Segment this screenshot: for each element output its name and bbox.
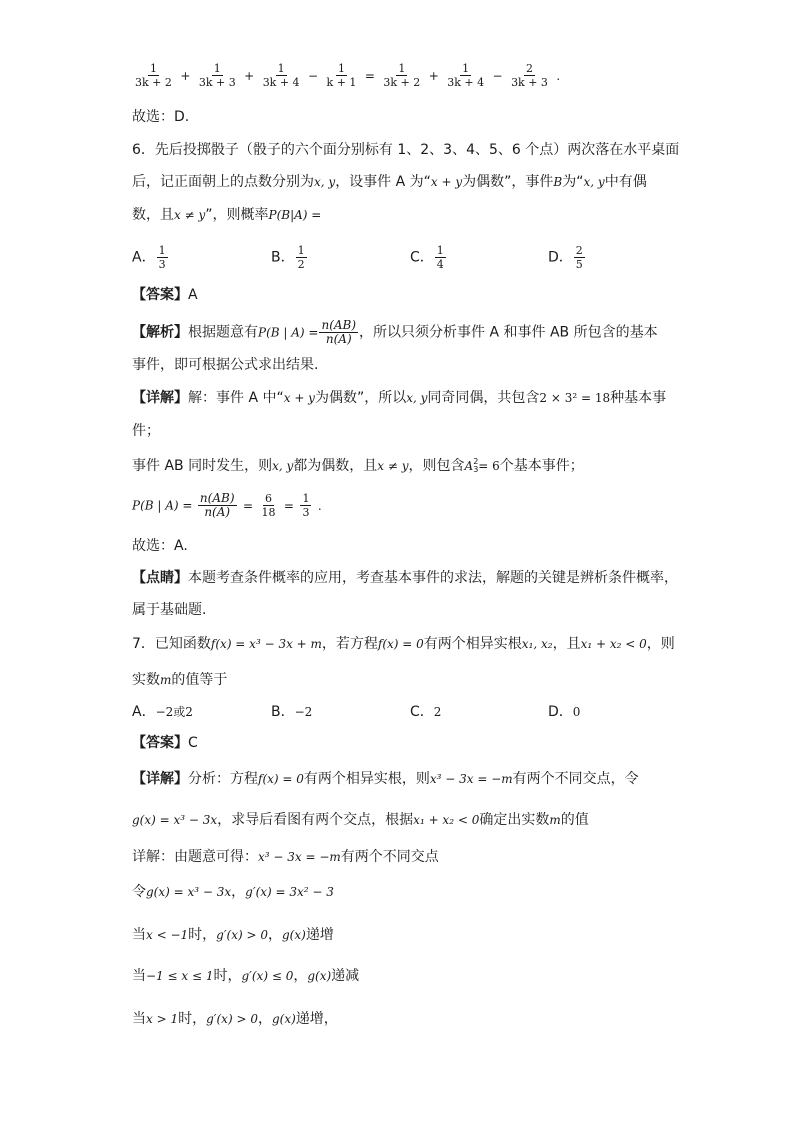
q6-detail2: 事件 AB 同时发生，则x, y都为偶数，且x ≠ y，则包含A 2 3 = 6个基本事件；	[132, 457, 584, 474]
q6-result: P(B | A) = $\frac{n(AB)}{n(A)}$ = $\frac{6}{18}$ = $\frac{1}{3}$ .	[132, 491, 322, 519]
fraction: $\frac{1}{3k + 4}$	[262, 62, 300, 89]
q7-option-c: C．2	[410, 704, 442, 720]
q6-stem-line2: 后，记正面朝上的点数分别为x, y，设事件 A 为“x + y为偶数”，事件B为“x, y中有偶	[132, 174, 647, 190]
q6-option-a: A． $\frac{1}{3}$	[132, 244, 166, 271]
q7-case1: 当x < −1时，g′(x) > 0，g(x)递增	[132, 927, 334, 943]
q6-choice: 故选：A.	[132, 538, 188, 554]
q7-stem-line2: 实数m的值等于	[132, 672, 228, 688]
q7-detail-line2: g(x) = x³ − 3x，求导后看图有两个交点，根据x₁ + x₂ < 0确定出实数m的值	[132, 812, 589, 828]
fraction: $\frac{1}{3k + 2}$	[135, 62, 172, 89]
q7-option-b: B．−2	[271, 704, 313, 720]
fraction: $\frac{1}{3k + 4}$	[447, 62, 485, 89]
q7-case2: 当−1 ≤ x ≤ 1时，g′(x) ≤ 0，g(x)递减	[132, 968, 360, 984]
fraction: $\frac{2}{3k + 3}$	[511, 62, 548, 89]
q7-detail: 【详解】分析：方程f(x) = 0有两个相异实根，则x³ − 3x = −m有两个不同交点，令	[132, 771, 639, 787]
q6-option-b: B． $\frac{1}{2}$	[271, 244, 305, 271]
q6-comment-line2: 属于基础题.	[132, 602, 207, 618]
q6-answer: 【答案】A	[132, 287, 198, 303]
q5-choice: 故选：D.	[132, 109, 190, 125]
top-equation: $\frac{1}{3k + 2}$ + $\frac{1}{3k + 3}$ + $\frac{1}{3k + 4}$ − $\frac{1}{k + 1}$ = $\frac{1}{3k + 2}$ + $\frac{1}{3k + 4}$ − $\frac{2}{3k + 3}$ .	[135, 62, 561, 89]
q6-detail-line2: 件；	[132, 423, 160, 439]
q6-stem-line3: 数，且x ≠ y”，则概率P(B|A) =	[132, 207, 322, 223]
q6-analysis-line2: 事件，即可根据公式求出结果.	[132, 357, 319, 373]
q6-detail: 【详解】解：事件 A 中“x + y为偶数”，所以x, y同奇同偶，共包含2 × 3² = 18种基本事	[132, 390, 667, 406]
q7-detail-line4: 令g(x) = x³ − 3x，g′(x) = 3x² − 3	[132, 884, 334, 900]
fraction: $\frac{1}{3k + 2}$	[383, 62, 421, 89]
q7-detail-line3: 详解：由题意可得：x³ − 3x = −m有两个不同交点	[132, 849, 439, 865]
q7-case3: 当x > 1时，g′(x) > 0，g(x)递增，	[132, 1011, 338, 1027]
q6-option-c: C． $\frac{1}{4}$	[410, 244, 444, 271]
fraction: $\frac{1}{3k + 3}$	[198, 62, 236, 89]
q6-comment: 【点睛】本题考查条件概率的应用，考查基本事件的求法，解题的关键是辨析条件概率，	[132, 570, 678, 586]
q7-answer: 【答案】C	[132, 735, 198, 751]
q7-stem-line1: 7．已知函数f(x) = x³ − 3x + m，若方程f(x) = 0有两个相异实根x₁, x₂，且x₁ + x₂ < 0，则	[132, 636, 675, 652]
q6-stem-line1: 6．先后投掷骰子（骰子的六个面分别标有 1、2、3、4、5、6 个点）两次落在水平桌面	[132, 142, 680, 158]
q7-option-d: D．0	[548, 704, 581, 720]
q7-option-a: A．−2或2	[132, 704, 193, 720]
q6-analysis: 【解析】根据题意有P(B | A) = $\frac{n(AB)}{n(A)}$ ，所以只须分析事件 A 和事件 AB 所包含的基本	[132, 318, 658, 346]
fraction: $\frac{1}{k + 1}$	[326, 62, 357, 89]
q6-option-d: D． $\frac{2}{5}$	[548, 244, 583, 271]
